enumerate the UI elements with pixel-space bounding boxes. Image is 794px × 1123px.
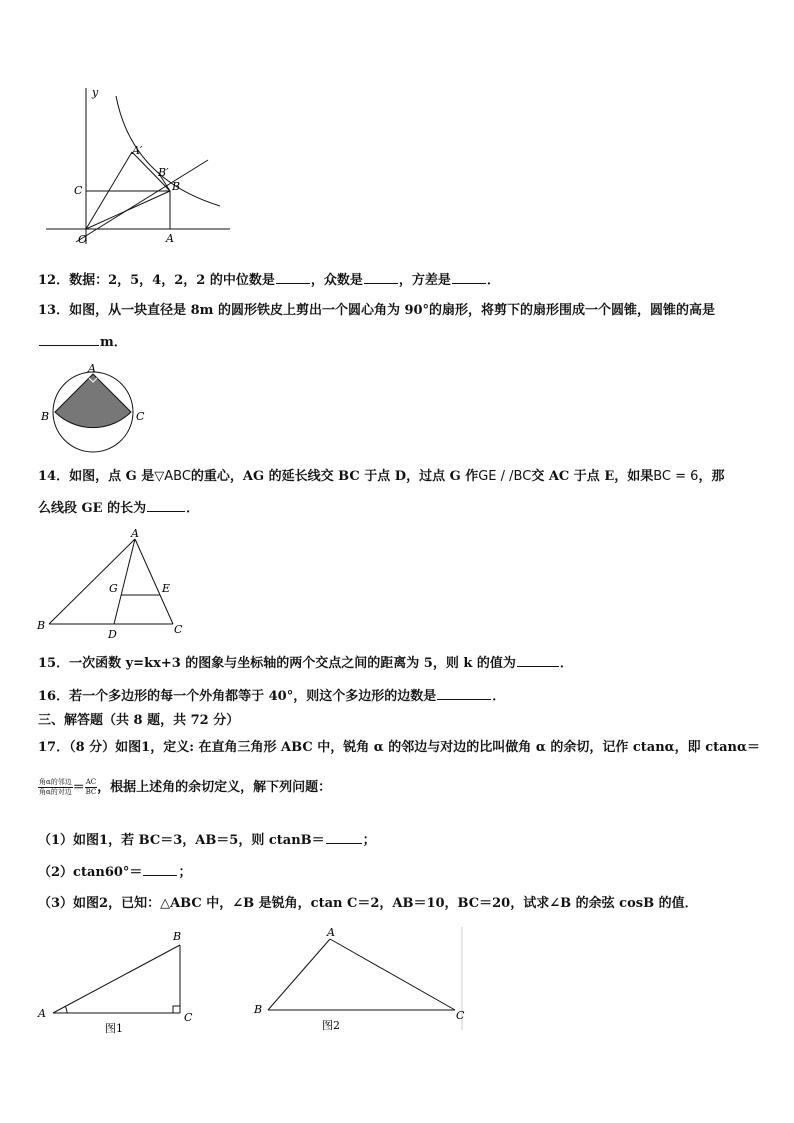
answer-blank bbox=[143, 862, 177, 876]
label-d: D bbox=[108, 628, 117, 641]
label-a: A bbox=[131, 527, 139, 540]
caption-figure-1: 图1 bbox=[105, 1022, 123, 1035]
section-title: 三、解答题（共 8 题，共 72 分） bbox=[38, 713, 240, 728]
question-17-part2: （2）ctan60°＝ ； bbox=[38, 862, 191, 883]
label-c: C bbox=[174, 623, 183, 636]
caption-figure-2: 图2 bbox=[322, 1019, 340, 1032]
label-c: C bbox=[184, 1011, 193, 1024]
figure-circle-sector bbox=[38, 360, 150, 460]
question-13-line2: m． bbox=[38, 332, 127, 353]
label-c: C bbox=[456, 1009, 465, 1022]
label-a: A bbox=[327, 926, 335, 939]
answer-blank bbox=[276, 270, 310, 284]
answer-blank bbox=[437, 686, 491, 700]
label-c: C bbox=[74, 184, 83, 197]
figure-hyperbola bbox=[40, 84, 240, 249]
figure-1-right-triangle bbox=[35, 925, 235, 1040]
fraction-definition: $\frac{\text{角α的邻边}}{\text{角α的对边}}$ bbox=[39, 778, 72, 796]
fraction-ac-bc: $\frac{AC}{BC}$ bbox=[85, 778, 97, 796]
question-17-line2: $\frac{\text{角α的邻边}}{\text{角α的对边}}$ ＝ $\frac{AC}{BC}$ ，根据上述角的余切定义，解下列问题： bbox=[39, 778, 332, 796]
question-14-line1: 14．如图，点 G 是▽ABC的重心，AG 的延长线交 BC 于点 D，过点 G 作GE / /BC交 AC 于点 E，如果BC = 6，那 bbox=[38, 469, 725, 484]
label-b: B bbox=[37, 619, 46, 632]
question-14-line2: 么线段 GE 的长为 ． bbox=[38, 498, 199, 519]
answer-blank bbox=[39, 332, 99, 346]
label-e: E bbox=[162, 582, 171, 595]
figure-2-triangle bbox=[250, 925, 470, 1040]
answer-blank bbox=[517, 653, 559, 667]
label-b: B bbox=[254, 1003, 263, 1016]
question-17-part1: （1）如图1，若 BC＝3，AB＝5，则 ctanB＝ ； bbox=[38, 830, 376, 851]
figure-centroid-triangle bbox=[34, 527, 194, 642]
label-b: B bbox=[172, 180, 181, 193]
label-a: A bbox=[166, 232, 174, 245]
label-o: O bbox=[78, 233, 88, 246]
label-a: A bbox=[88, 362, 96, 375]
label-b: B bbox=[173, 930, 182, 943]
label-b-prime: B′ bbox=[158, 166, 169, 179]
label-a: A bbox=[38, 1007, 46, 1020]
answer-blank bbox=[147, 498, 185, 512]
question-13-line1: 13．如图，从一块直径是 8m 的圆形铁皮上剪出一个圆心角为 90°的扇形，将剪下的扇形围成一个圆锥，圆锥的高是 bbox=[38, 303, 716, 318]
answer-blank bbox=[452, 270, 486, 284]
question-17-part3: （3）如图2，已知：△ABC 中，∠B 是锐角，ctan C＝2，AB＝10，BC＝20，试求∠B 的余弦 cosB 的值． bbox=[38, 896, 698, 911]
question-17-line1: 17．（8 分）如图1，定义: 在直角三角形 ABC 中，锐角 α 的邻边与对边的比叫做角 α 的余切，记作 ctanα，即 ctanα＝ bbox=[38, 740, 761, 755]
label-c: C bbox=[136, 410, 145, 423]
question-16: 16．若一个多边形的每一个外角都等于 40°，则这个多边形的边数是 ． bbox=[38, 686, 505, 707]
label-a-prime: A′ bbox=[132, 144, 143, 157]
label-g: G bbox=[109, 582, 118, 595]
label-b: B bbox=[41, 410, 50, 423]
answer-blank bbox=[364, 270, 398, 284]
label-y: y bbox=[92, 86, 99, 99]
answer-blank bbox=[326, 830, 362, 844]
question-12: 12．数据：2，5，4，2，2 的中位数是 ，众数是 ，方差是 ． bbox=[38, 270, 500, 291]
question-15: 15．一次函数 y=kx+3 的图象与坐标轴的两个交点之间的距离为 5，则 k 的值为 ． bbox=[38, 653, 573, 674]
